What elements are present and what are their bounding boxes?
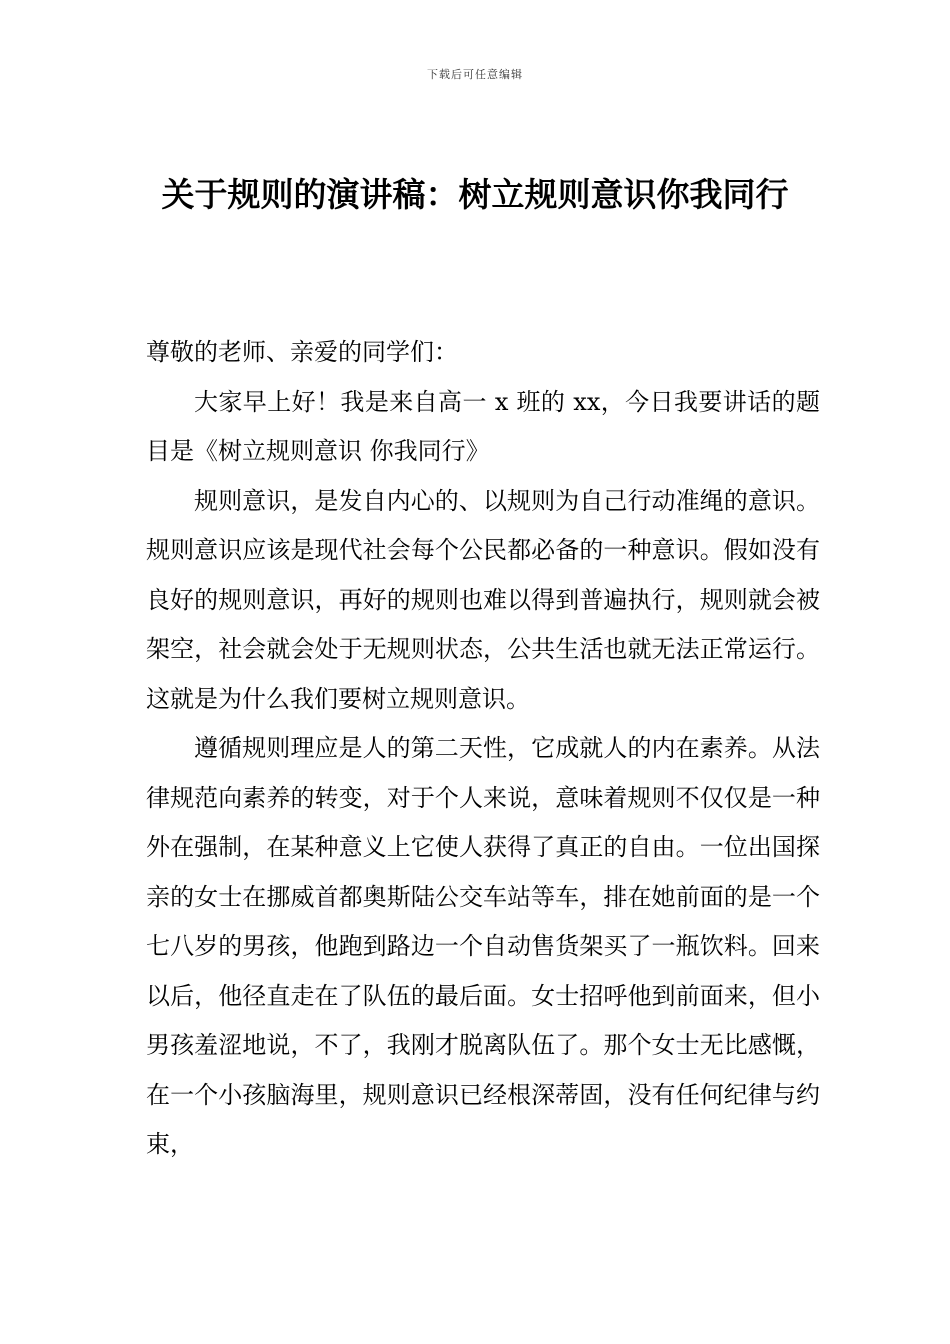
document-body bbox=[146, 328, 820, 1170]
document-title: 关于规则的演讲稿：树立规则意识你我同行 bbox=[161, 175, 789, 214]
salutation: 尊敬的老师、亲爱的同学们： bbox=[146, 338, 458, 366]
header-note: 下载后可任意编辑 bbox=[427, 68, 523, 81]
paragraph: 规则意识，是发自内心的、以规则为自己行动准绳的意识。规则意识应该是现代社会每个公民都必备的一种意识。假如没有良好的规则意识，再好的规则也难以得到普遍执行，规则就会被架空，社会就会处于无规则状态，公共生活也就无法正常运行。这就是为什么我们要树立规则意识。 bbox=[146, 486, 820, 713]
paragraph: 大家早上好！我是来自高一 x 班的 xx，今日我要讲话的题目是《树立规则意识 你我同行》 bbox=[146, 387, 820, 465]
paragraph: 遵循规则理应是人的第二天性，它成就人的内在素养。从法律规范向素养的转变，对于个人来说，意味着规则不仅仅是一种外在强制，在某种意义上它使人获得了真正的自由。一位出国探亲的女士在挪威首都奥斯陆公交车站等车，排在她前面的是一个七八岁的男孩，他跑到路边一个自动售货架买了一瓶饮料。回来以后，他径直走在了队伍的最后面。女士招呼他到前面来，但小男孩羞涩地说，不了，我刚才脱离队伍了。那个女士无比感慨，在一个小孩脑海里，规则意识已经根深蒂固，没有任何纪律与约束， bbox=[146, 734, 820, 1158]
